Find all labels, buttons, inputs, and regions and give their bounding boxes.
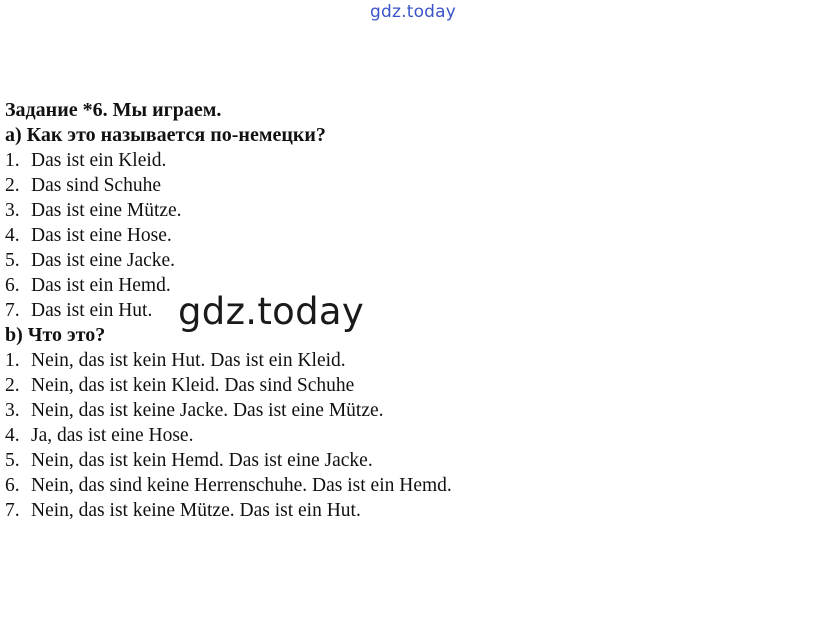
list-item — [5, 473, 815, 498]
item-text: Nein, das ist kein Hemd. Das ist eine Jacke. — [31, 450, 373, 471]
item-text: Das ist ein Hut. — [31, 300, 153, 321]
item-text: Nein, das sind keine Herrenschuhe. Das ist ein Hemd. — [31, 475, 452, 496]
item-number: 6. — [5, 275, 20, 296]
item-number: 2. — [5, 375, 20, 396]
item-text: Nein, das ist keine Jacke. Das ist eine Mütze. — [31, 400, 384, 421]
item-text: Nein, das ist keine Mütze. Das ist ein Hut. — [31, 500, 361, 521]
item-number: 5. — [5, 250, 20, 271]
item-number: 1. — [5, 350, 20, 371]
list-item — [5, 398, 815, 423]
item-text: Das sind Schuhe — [31, 175, 161, 196]
item-number: 1. — [5, 150, 20, 171]
exercise-document — [5, 98, 815, 523]
list-item — [5, 373, 815, 398]
list-item — [5, 498, 815, 523]
item-number: 3. — [5, 200, 20, 221]
list-item — [5, 273, 815, 298]
section-a-list — [5, 148, 815, 323]
list-item — [5, 348, 815, 373]
section-a-heading: a) Как это называется по-немецки? — [5, 124, 326, 146]
list-item — [5, 173, 815, 198]
item-number: 7. — [5, 500, 20, 521]
item-text: Nein, das ist kein Kleid. Das sind Schuhe — [31, 375, 355, 396]
list-item — [5, 198, 815, 223]
item-text: Das ist ein Kleid. — [31, 150, 167, 171]
item-text: Das ist ein Hemd. — [31, 275, 171, 296]
watermark-logo-center: gdz.today — [174, 290, 368, 333]
item-text: Das ist eine Jacke. — [31, 250, 176, 271]
item-text: Das ist eine Hose. — [31, 225, 172, 246]
item-text: Ja, das ist eine Hose. — [31, 425, 194, 446]
list-item — [5, 248, 815, 273]
item-number: 5. — [5, 450, 20, 471]
list-item — [5, 148, 815, 173]
list-item — [5, 423, 815, 448]
item-number: 4. — [5, 425, 20, 446]
exercise-title: Задание *6. Мы играем. — [5, 99, 222, 121]
watermark-logo-top: gdz.today — [370, 2, 457, 22]
list-item — [5, 298, 815, 323]
item-number: 3. — [5, 400, 20, 421]
item-number: 7. — [5, 300, 20, 321]
item-number: 2. — [5, 175, 20, 196]
item-text: Das ist eine Mütze. — [31, 200, 182, 221]
item-text: Nein, das ist kein Hut. Das ist ein Kleid. — [31, 350, 346, 371]
list-item — [5, 223, 815, 248]
list-item — [5, 448, 815, 473]
item-number: 6. — [5, 475, 20, 496]
section-b-list — [5, 348, 815, 523]
section-b-heading: b) Что это? — [5, 324, 106, 346]
item-number: 4. — [5, 225, 20, 246]
